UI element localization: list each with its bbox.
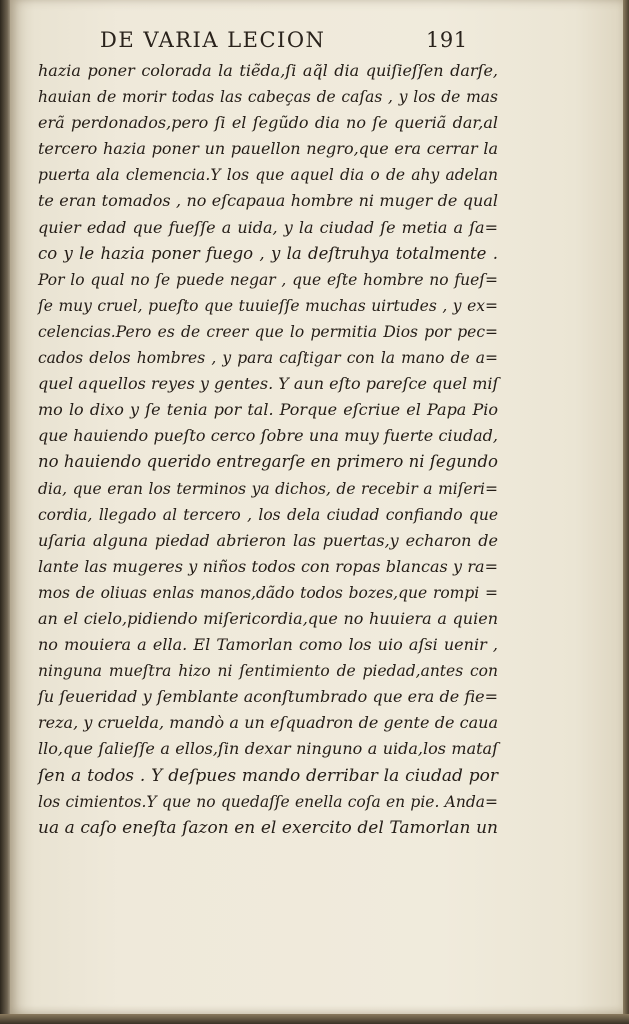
- text-line: los cimientos.Y que no quedaſſe enella coſa en pie. Anda=: [38, 792, 498, 811]
- text-line: co y le hazia poner fuego , y la deſtruhya totalmente .: [38, 243, 498, 263]
- text-line: hauian de morir todas las cabeças de caſas , y los de mas: [38, 88, 498, 107]
- page-number: 191: [426, 28, 468, 52]
- running-header: [100, 28, 500, 52]
- page-right-edge: [623, 0, 629, 1024]
- text-line: dia, que eran los terminos ya dichos, de recebir a miſeri=: [38, 479, 498, 498]
- text-line: an el cielo,pidiendo miſericordia,que no huuiera a quien: [38, 608, 498, 628]
- text-line: lante las mugeres y niños todos con ropas blancas y ra=: [38, 556, 498, 576]
- text-line: no mouiera a ella. El Tamorlan como los uio aſsi uenir ,: [38, 635, 498, 655]
- body-text: [38, 58, 498, 841]
- running-title: DE VARIA LECION: [100, 28, 326, 52]
- text-line: tercero hazia poner un pauellon negro,que era cerrar la: [38, 139, 498, 159]
- text-line: no hauiendo querido entregarſe en primero ni ſegundo: [38, 452, 498, 472]
- text-line: reza, y cruelda, mandò a un eſquadron de gente de caua: [38, 713, 498, 733]
- text-line: quel aquellos reyes y gentes. Y aun eſto pareſce quel miſ: [38, 374, 499, 394]
- text-line: quier edad que fueſſe a uida, y la ciudad ſe metia a ſa=: [38, 217, 498, 237]
- text-line: ſe muy cruel, pueſto que tuuieſſe muchas uirtudes , y ex=: [38, 296, 498, 315]
- text-line: mo lo dixo y ſe tenia por tal. Porque eſcriue el Papa Pio: [38, 400, 498, 420]
- text-line: uſaria alguna piedad abrieron las puertas,y echaron de: [38, 530, 498, 550]
- text-line: ua a caſo eneſta ſazon en el exercito del Tamorlan un: [38, 817, 498, 838]
- text-line: te eran tomados , no eſcapaua hombre ni muger de qual: [38, 191, 498, 211]
- text-line: puerta ala clemencia.Y los que aquel dia o de ahy adelan: [38, 166, 498, 185]
- text-line: cordia, llegado al tercero , los dela ciudad confiando que: [38, 505, 498, 524]
- text-line: celencias.Pero es de creer que lo permitia Dios por pec=: [38, 322, 498, 341]
- text-line: que hauiendo pueſto cerco ſobre una muy fuerte ciudad,: [38, 426, 498, 446]
- text-line: hazia poner colorada la tiẽda,ſi aq̃l dia quiſieſſen darſe,: [38, 61, 498, 80]
- text-line: mos de oliuas enlas manos,dãdo todos bozes,que rompi =: [38, 583, 498, 602]
- text-line: erã perdonados,pero ſi el ſegũdo dia no ſe queriã dar,al: [38, 113, 498, 133]
- text-line: ſen a todos . Y deſpues mando derribar la ciudad por: [38, 765, 498, 786]
- text-line: Por lo qual no ſe puede negar , que eſte hombre no fueſ=: [38, 270, 498, 289]
- page-bottom-edge: [0, 1014, 629, 1024]
- text-line: ninguna mueſtra hizo ni ſentimiento de piedad,antes con: [38, 662, 498, 681]
- text-line: cados delos hombres , y para caſtigar con la mano de a=: [38, 349, 498, 368]
- text-line: llo,que ſalieſſe a ellos,ſin dexar ninguno a uida,los mataſ: [38, 739, 498, 759]
- text-line: ſu ſeueridad y ſemblante aconſtumbrado que era de fie=: [38, 687, 498, 707]
